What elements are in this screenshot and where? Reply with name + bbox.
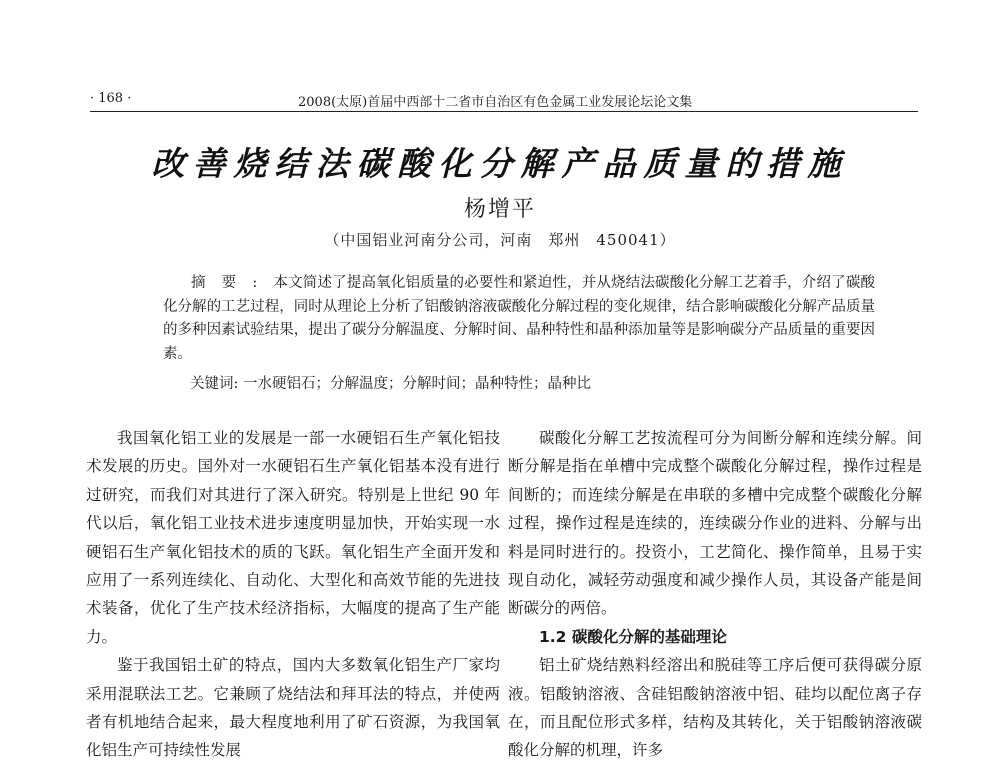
running-header [90,89,918,112]
journal-title: 2008(太原)首届中西部十二省市自治区有色金属工业发展论坛论文集 [298,95,693,110]
author-name: 杨增平 [463,197,536,222]
abstract [163,272,875,366]
body-paragraph: 铝土矿烧结熟料经溶出和脱硅等工序后便可获得碳分原液。铝酸钠溶液、含硅铝酸钠溶液中铝、硅均以配位离子存在，而且配位形式多样，结构及其转化，关于铝酸钠溶液碳酸化分解的机理，许多 [508,656,922,760]
abstract-text: 本文简述了提高氧化铝质量的必要性和紧迫性，并从烧结法碳酸化分解工艺着手，介绍了碳酸化分解的工艺过程，同时从理论上分析了铝酸钠溶液碳酸化分解过程的变化规律，结合影响碳酸化分解产品质量的多种因素试验结果，提出了碳分分解温度、分解时间、晶种特性和晶种添加量等是影响碳分产品质量的重要因素。 [163,275,876,362]
right-column [508,424,922,765]
page-number: · 168 · [90,91,132,106]
body-paragraph: 我国氧化铝工业的发展是一部一水硬铝石生产氧化铝技术发展的历史。国外对一水硬铝石生产氧化铝基本没有进行过研究，而我们对其进行了深入研究。特别是上世纪 90 年代以后，氧化铝工业技术进步速度明显加快，开始实现一水硬铝石生产氧化铝技术的质的飞跃。氧化铝生产全面开发和应用了一系列连续化、自动化、大型化和高效节能的先进技术装备，优化了生产技术经济指标，大幅度的提高了生产能力。 [86,429,500,646]
body-paragraph: 碳酸化分解工艺按流程可分为间断分解和连续分解。间断分解是指在单槽中完成整个碳酸化分解过程，操作过程是间断的；而连续分解是在串联的多槽中完成整个碳酸化分解过程，操作过程是连续的，连续碳分作业的进料、分解与出料是同时进行的。投资小，工艺简化、操作简单，且易于实现自动化，减轻劳动强度和减少操作人员，其设备产能是间断碳分的两倍。 [508,429,922,618]
paper-title: 改善烧结法碳酸化分解产品质量的措施 [151,144,849,183]
keywords-text: 一水硬铝石；分解温度；分解时间；晶种特性；晶种比 [243,376,591,392]
abstract-label: 摘要: [191,275,274,291]
body-paragraph: 鉴于我国铝土矿的特点，国内大多数氧化铝生产厂家均采用混联法工艺。它兼顾了烧结法和拜耳法的特点，并使两者有机地结合起来，最大程度地利用了矿石资源，为我国氧化铝生产可持续性发展 [86,656,500,760]
section-heading: 1.2 碳酸化分解的基础理论 [539,627,727,646]
keywords-label: 关键词: [190,376,239,392]
author-affiliation: （中国铝业河南分公司，河南 郑州 450041） [324,231,676,249]
left-column [86,424,500,765]
keywords [190,373,880,395]
